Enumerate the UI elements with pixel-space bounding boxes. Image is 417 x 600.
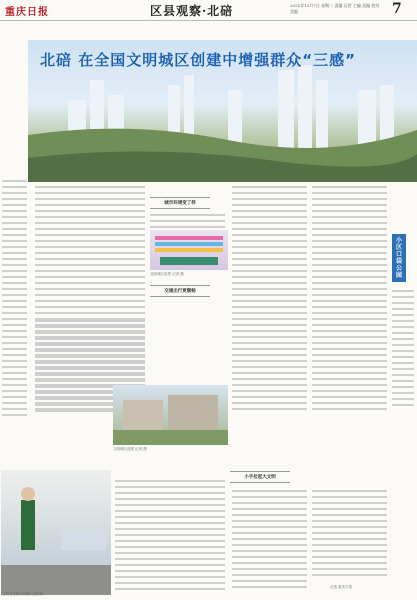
street-photo bbox=[113, 385, 228, 445]
section-heading-traffic: 交通出行更顺畅 bbox=[150, 285, 210, 297]
photo-caption-3: 志愿者在路口执勤 记者 摄 bbox=[2, 592, 43, 596]
colorful-canopy-illustration bbox=[150, 230, 228, 270]
article-column-bottom-1 bbox=[115, 480, 225, 594]
page-number: 7 bbox=[392, 1, 402, 17]
article-column-3 bbox=[232, 186, 307, 414]
left-column-text bbox=[2, 180, 27, 420]
photo-caption-2: 文明城区创建 记者 摄 bbox=[113, 447, 147, 451]
park-photo bbox=[150, 230, 228, 270]
building-illustration bbox=[113, 385, 228, 445]
section-title: 区县观察·北碚 bbox=[150, 4, 234, 18]
article-column-bottom-2 bbox=[232, 490, 307, 592]
photo-caption-1: 北碚城区夜景 记者 摄 bbox=[150, 272, 184, 276]
section-heading-civility: 小手拉起大文明 bbox=[230, 471, 290, 483]
side-column-title: 小区口袋公园 bbox=[392, 234, 406, 282]
headline: 北碚 在全国文明城区创建中增强群众“三感” bbox=[40, 51, 356, 69]
article-column-bottom-3 bbox=[312, 490, 387, 580]
side-column-text bbox=[392, 290, 414, 410]
volunteer-photo bbox=[1, 470, 111, 595]
edition-meta: 2021年12月7日 星期二 责编 运营 主编 责编 校对 美编 bbox=[290, 3, 380, 14]
volunteer-illustration bbox=[1, 470, 111, 595]
byline: 记者 重庆日报 bbox=[330, 585, 353, 589]
article-column-4 bbox=[312, 186, 387, 414]
masthead bbox=[0, 0, 417, 21]
section-heading-environment: 城市环境变了样 bbox=[150, 197, 210, 209]
newspaper-logo: 重庆日报 bbox=[5, 7, 49, 18]
